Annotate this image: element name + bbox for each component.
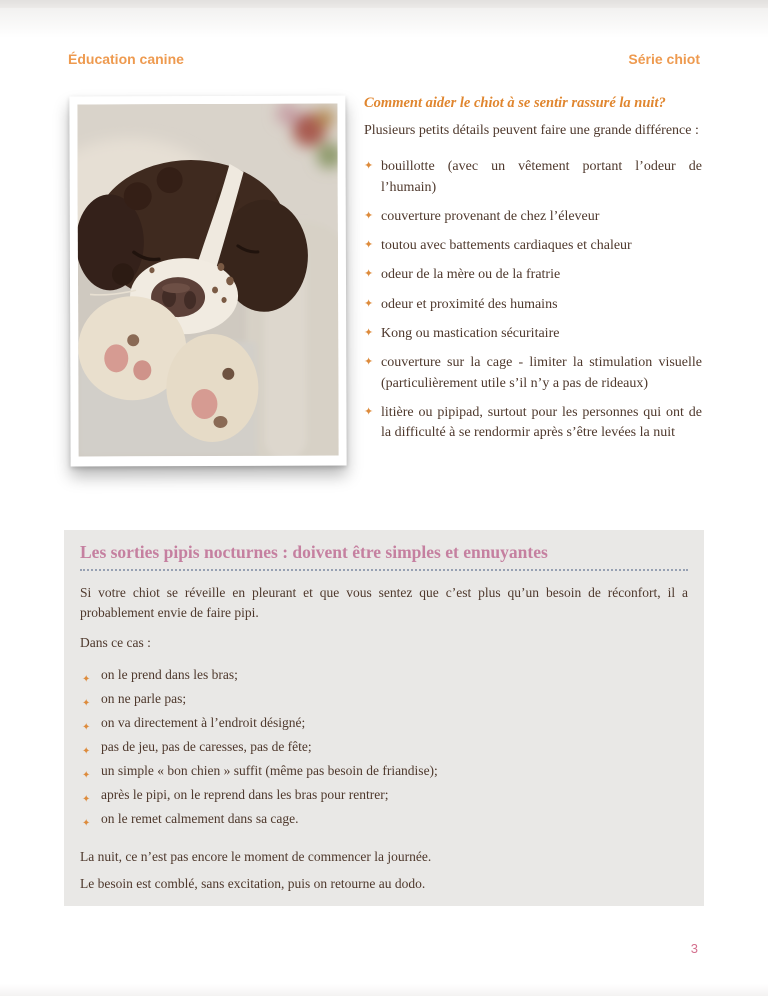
header-left-title: Éducation canine	[68, 51, 184, 67]
list-item-text: couverture provenant de chez l’éleveur	[381, 208, 600, 224]
sparkle-bullet-icon: ✦	[364, 405, 374, 418]
list-item	[364, 353, 702, 394]
sleeping-puppy-illustration	[77, 104, 338, 457]
comfort-tips-list	[364, 157, 702, 443]
sparkle-bullet-icon: ✦	[364, 297, 374, 310]
list-item-text: bouillotte (avec un vêtement portant l’odeur de l’humain)	[381, 159, 702, 195]
section-title: Comment aider le chiot à se sentir rassuré la nuit?	[364, 95, 666, 111]
box-lead: Dans ce cas :	[80, 635, 151, 650]
page-top-edge	[0, 0, 768, 8]
list-item-text: Kong ou mastication sécuritaire	[381, 326, 560, 342]
box-intro: Si votre chiot se réveille en pleurant et que vous sentez que c’est plus qu’un besoin de réconfort, il a probablement envie de faire pipi.	[80, 585, 688, 620]
list-item	[364, 265, 702, 285]
page-header	[68, 51, 700, 67]
list-item	[80, 783, 688, 807]
page-top-shadow	[0, 8, 768, 38]
section-intro: Plusieurs petits détails peuvent faire une grande différence :	[364, 123, 699, 138]
list-item-text: toutou avec battements cardiaques et chaleur	[381, 238, 632, 254]
box-outro-line2: Le besoin est comblé, sans excitation, puis on retourne au dodo.	[80, 876, 426, 891]
list-item	[80, 735, 688, 759]
sparkle-bullet-icon: ✦	[364, 268, 374, 281]
sparkle-bullet-icon: ✦	[82, 746, 91, 757]
list-item-text: pas de jeu, pas de caresses, pas de fête;	[101, 739, 312, 754]
list-item	[364, 403, 702, 444]
list-item	[80, 807, 688, 831]
page-number: 3	[690, 941, 698, 956]
list-item-text: odeur de la mère ou de la fratrie	[381, 267, 561, 283]
list-item	[364, 236, 702, 256]
sparkle-bullet-icon: ✦	[82, 794, 91, 805]
night-comfort-section	[364, 95, 702, 453]
list-item-text: après le pipi, on le reprend dans les bras pour rentrer;	[101, 787, 389, 802]
list-item-text: odeur et proximité des humains	[381, 296, 558, 312]
sparkle-bullet-icon: ✦	[82, 818, 91, 829]
pipi-steps-list	[80, 663, 688, 831]
list-item-text: litière ou pipipad, surtout pour les personnes qui ont de la difficulté à se rendormir après s’être levées la nuit	[381, 404, 702, 441]
list-item-text: on le prend dans les bras;	[101, 667, 238, 682]
sparkle-bullet-icon: ✦	[82, 722, 91, 733]
list-item-text: couverture sur la cage - limiter la stimulation visuelle (particulièrement utile s’il n’y a pas de rideaux)	[381, 355, 702, 391]
list-item	[80, 711, 688, 735]
sparkle-bullet-icon: ✦	[82, 674, 91, 685]
list-item-text: on va directement à l’endroit désigné;	[101, 715, 306, 730]
list-item	[364, 157, 702, 198]
box-outro-line1: La nuit, ce n’est pas encore le moment de commencer la journée.	[80, 849, 432, 864]
page-bottom-shadow	[0, 984, 768, 996]
sparkle-bullet-icon: ✦	[82, 770, 91, 781]
sparkle-bullet-icon: ✦	[364, 160, 374, 173]
box-title: Les sorties pipis nocturnes : doivent être simples et ennuyantes	[80, 542, 688, 571]
header-right-title: Série chiot	[628, 51, 700, 67]
list-item-text: on ne parle pas;	[101, 691, 187, 706]
list-item-text: un simple « bon chien » suffit (même pas besoin de friandise);	[101, 763, 438, 778]
sparkle-bullet-icon: ✦	[82, 698, 91, 709]
list-item	[80, 663, 688, 687]
list-item	[80, 687, 688, 711]
list-item-text: on le remet calmement dans sa cage.	[101, 811, 299, 826]
list-item	[364, 207, 702, 227]
list-item	[80, 759, 688, 783]
sparkle-bullet-icon: ✦	[364, 356, 374, 369]
sparkle-bullet-icon: ✦	[364, 239, 374, 252]
puppy-photo	[69, 96, 346, 467]
sparkle-bullet-icon: ✦	[364, 327, 374, 340]
sparkle-bullet-icon: ✦	[364, 209, 374, 222]
list-item	[364, 295, 702, 315]
night-outings-box	[64, 530, 704, 906]
list-item	[364, 324, 702, 344]
